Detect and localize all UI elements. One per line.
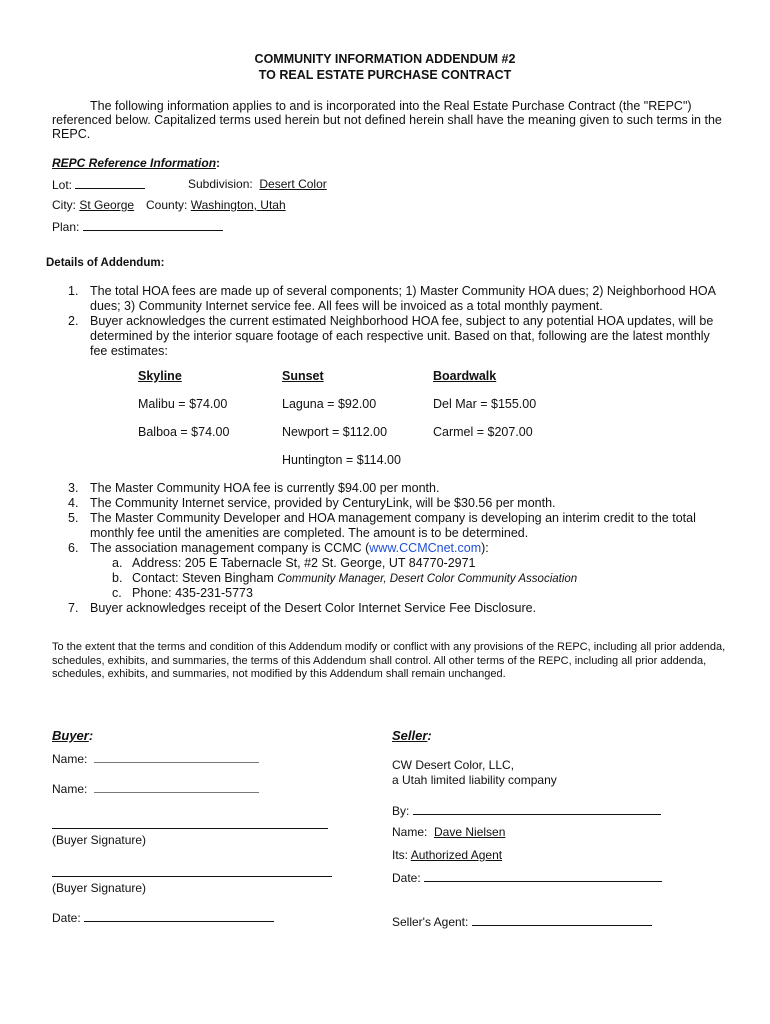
county-label: County: xyxy=(146,198,188,212)
subdivision-label: Subdivision: xyxy=(188,177,253,191)
seller-name-value: Dave Nielsen xyxy=(434,825,506,839)
city-label: City: xyxy=(52,198,76,212)
buyer-date-blank[interactable] xyxy=(84,910,274,922)
seller-name-label: Name: xyxy=(392,825,428,839)
item-6-suffix: ): xyxy=(481,541,489,555)
seller-company: CW Desert Color, LLC, xyxy=(392,758,515,772)
buyer-name-1-blank[interactable] xyxy=(94,751,259,763)
intro-text: The following information applies to and is incorporated into the Real Estate Purchase Contract (the "REPC") referenced below. Capitalized terms used herein but not defined herein shall have the meaning given to such terms in the REPC. xyxy=(52,99,722,141)
fee-carmel: Carmel = $207.00 xyxy=(433,425,533,439)
seller-by-blank[interactable] xyxy=(413,803,661,815)
document-title-line-2: TO REAL ESTATE PURCHASE CONTRACT xyxy=(258,68,512,82)
ccmc-phone: Phone: 435-231-5773 xyxy=(132,586,253,600)
seller-name xyxy=(392,825,505,839)
seller-by-label: By: xyxy=(392,804,410,818)
fee-del-mar: Del Mar = $155.00 xyxy=(433,397,537,411)
item-4-number: 4. xyxy=(68,496,79,510)
item-6-text xyxy=(90,541,730,556)
county-value: Washington, Utah xyxy=(190,198,286,212)
buyer-signature-label-1: (Buyer Signature) xyxy=(52,833,147,847)
sub-b-number: b. xyxy=(112,571,123,585)
buyer-signature-line-2[interactable] xyxy=(52,876,332,877)
ccmc-website-link[interactable]: www.CCMCnet.com xyxy=(369,541,482,555)
buyer-name-2-label: Name: xyxy=(52,782,88,796)
details-list-top xyxy=(68,284,738,374)
buyer-name-1-label: Name: xyxy=(52,752,88,766)
fee-laguna: Laguna = $92.00 xyxy=(282,397,377,411)
seller-agent-label: Seller's Agent: xyxy=(392,915,469,929)
repc-reference-heading: REPC Reference Information: xyxy=(52,156,221,170)
fee-balboa: Balboa = $74.00 xyxy=(138,425,230,439)
buyer-name-1 xyxy=(52,751,259,766)
repc-heading-text: REPC Reference Information xyxy=(52,156,217,170)
item-2-number: 2. xyxy=(68,314,79,328)
seller-date-label: Date: xyxy=(392,871,421,885)
item-1-text: The total HOA fees are made up of several components; 1) Master Community HOA dues; 2) Neighborhood HOA dues; 3) Community Internet service fee. All fees will be invoiced as a total monthly payment. xyxy=(90,284,716,313)
buyer-date xyxy=(52,910,274,925)
city-value: St George xyxy=(79,198,135,212)
sub-a-number: a. xyxy=(112,556,123,570)
plan-field xyxy=(52,219,223,234)
ccmc-address: Address: 205 E Tabernacle St, #2 St. George, UT 84770-2971 xyxy=(132,556,476,570)
subdivision-value: Desert Color xyxy=(259,177,327,191)
item-3-number: 3. xyxy=(68,481,79,495)
seller-agent-blank[interactable] xyxy=(472,914,652,926)
item-5-number: 5. xyxy=(68,511,79,525)
contact-title: Community Manager, Desert Color Community Association xyxy=(277,573,578,585)
subdivision-field xyxy=(188,177,327,191)
item-1-number: 1. xyxy=(68,284,79,298)
item-6-number: 6. xyxy=(68,541,79,555)
ccmc-contact xyxy=(132,571,712,587)
intro-paragraph xyxy=(52,99,722,141)
item-5-text: The Master Community Developer and HOA management company is developing an interim credit to the total monthly fee until the amenities are completed. The amount is to be determined. xyxy=(90,511,696,540)
seller-its-value: Authorized Agent xyxy=(410,848,503,862)
item-7-text: Buyer acknowledges receipt of the Desert Color Internet Service Fee Disclosure. xyxy=(90,601,537,615)
seller-its-label: Its: xyxy=(392,848,409,862)
plan-blank xyxy=(83,219,223,231)
seller-company-description: a Utah limited liability company xyxy=(392,773,557,787)
seller-agent xyxy=(392,914,652,929)
closing-paragraph: To the extent that the terms and condition of this Addendum modify or conflict with any provisions of the REPC, including all prior addenda, schedules, exhibits, and summaries, the terms of this Addendum shall control. All other terms of the REPC, including all prior addenda, schedules, exhibits, and summaries, not modified by this Addendum shall remain unchanged. xyxy=(52,641,726,680)
fee-huntington: Huntington = $114.00 xyxy=(282,453,401,467)
sub-c-number: c. xyxy=(112,586,122,600)
item-7-number: 7. xyxy=(68,601,79,615)
buyer-name-2 xyxy=(52,781,259,796)
skyline-header: Skyline xyxy=(138,369,182,383)
seller-heading-text: Seller xyxy=(392,728,428,743)
item-4-text: The Community Internet service, provided by CenturyLink, will be $30.56 per month. xyxy=(90,496,556,510)
item-2-text: Buyer acknowledges the current estimated Neighborhood HOA fee, subject to any potential HOA updates, will be determined by the interior square footage of each respective unit. Based on that, following are the latest monthly fee estimates: xyxy=(90,314,714,358)
fee-malibu: Malibu = $74.00 xyxy=(138,397,228,411)
details-heading: Details of Addendum: xyxy=(46,257,165,269)
contact-name: Contact: Steven Bingham xyxy=(132,571,274,585)
seller-heading: Seller: xyxy=(392,728,432,743)
buyer-name-2-blank[interactable] xyxy=(94,781,259,793)
seller-date-blank[interactable] xyxy=(424,870,662,882)
seller-by xyxy=(392,803,661,818)
buyer-heading: Buyer: xyxy=(52,728,94,743)
seller-its xyxy=(392,848,502,862)
fee-newport: Newport = $112.00 xyxy=(282,425,388,439)
plan-label: Plan: xyxy=(52,220,80,234)
item-3-text: The Master Community HOA fee is currently $94.00 per month. xyxy=(90,481,440,495)
lot-label: Lot: xyxy=(52,178,73,192)
buyer-signature-label-2: (Buyer Signature) xyxy=(52,881,147,895)
county-field xyxy=(146,198,286,212)
city-field xyxy=(52,198,134,212)
document-title-line-1: COMMUNITY INFORMATION ADDENDUM #2 xyxy=(254,52,516,66)
details-list-bottom xyxy=(68,481,738,621)
lot-field xyxy=(52,177,145,192)
buyer-date-label: Date: xyxy=(52,911,81,925)
boardwalk-header: Boardwalk xyxy=(433,369,497,383)
buyer-heading-text: Buyer xyxy=(52,728,89,743)
sunset-header: Sunset xyxy=(282,369,324,383)
item-6-prefix: The association management company is CCMC ( xyxy=(90,541,370,555)
seller-date xyxy=(392,870,662,885)
buyer-signature-line-1[interactable] xyxy=(52,828,328,829)
lot-blank xyxy=(75,177,145,189)
